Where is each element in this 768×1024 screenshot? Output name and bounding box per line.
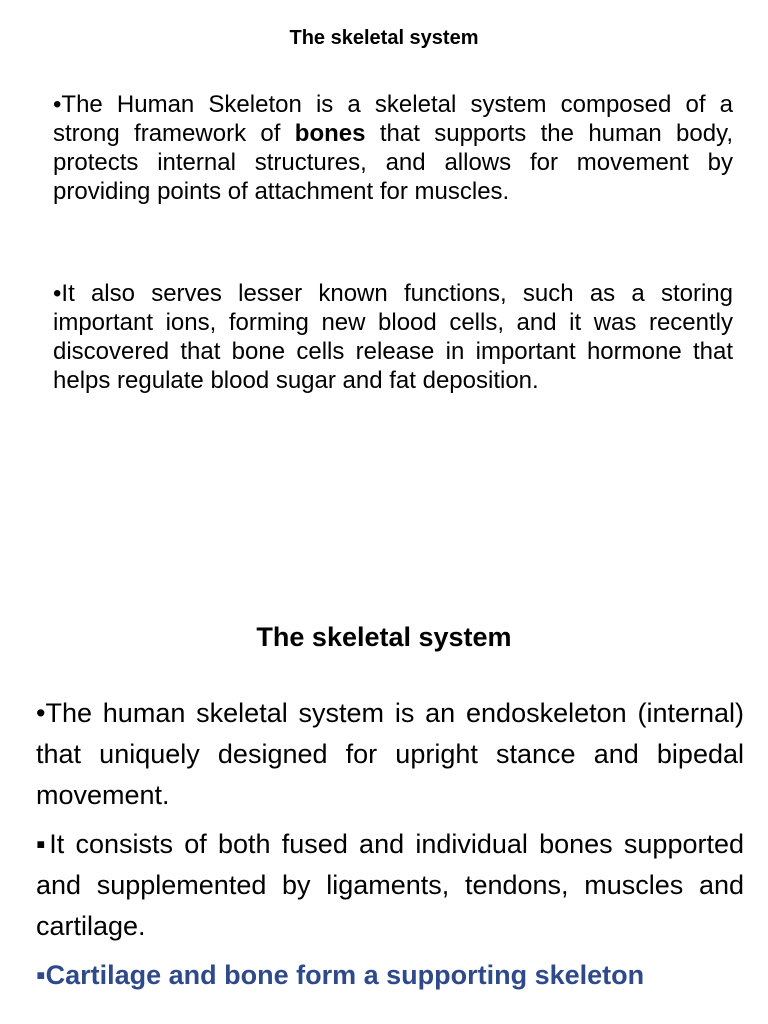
slide-1-paragraph-1-text-cont: that supports the human body, protects internal structures, and allows for movement by providing points of attachment for muscles.	[53, 120, 733, 205]
slide-2-highlight-bullet: ▪Cartilage and bone form a supporting skeleton	[36, 960, 645, 990]
slide-2-paragraph-2: ▪It consists of both fused and individual bones supported and supplemented by ligaments, tendons, muscles and cartilage.	[36, 829, 744, 941]
slide-2-title: The skeletal system	[256, 622, 512, 652]
slide-2-paragraph-1: •The human skeletal system is an endoskeleton (internal) that uniquely designed for upright stance and bipedal movement.	[36, 698, 744, 810]
slide-1-title: The skeletal system	[289, 27, 479, 49]
slide-1-paragraph-2: •It also serves lesser known functions, such as a storing important ions, forming new blood cells, and it was recently discovered that bone cells release in important hormone that helps regulate blood sugar and fat deposition.	[53, 280, 733, 394]
slide-1-paragraph-1-text: •The Human Skeleton is a skeletal system composed of a strong framework of	[53, 91, 733, 147]
slide-1-paragraph-1	[53, 90, 733, 206]
slide-1-bold-term: bones	[294, 120, 366, 147]
slide-2	[0, 560, 768, 1024]
